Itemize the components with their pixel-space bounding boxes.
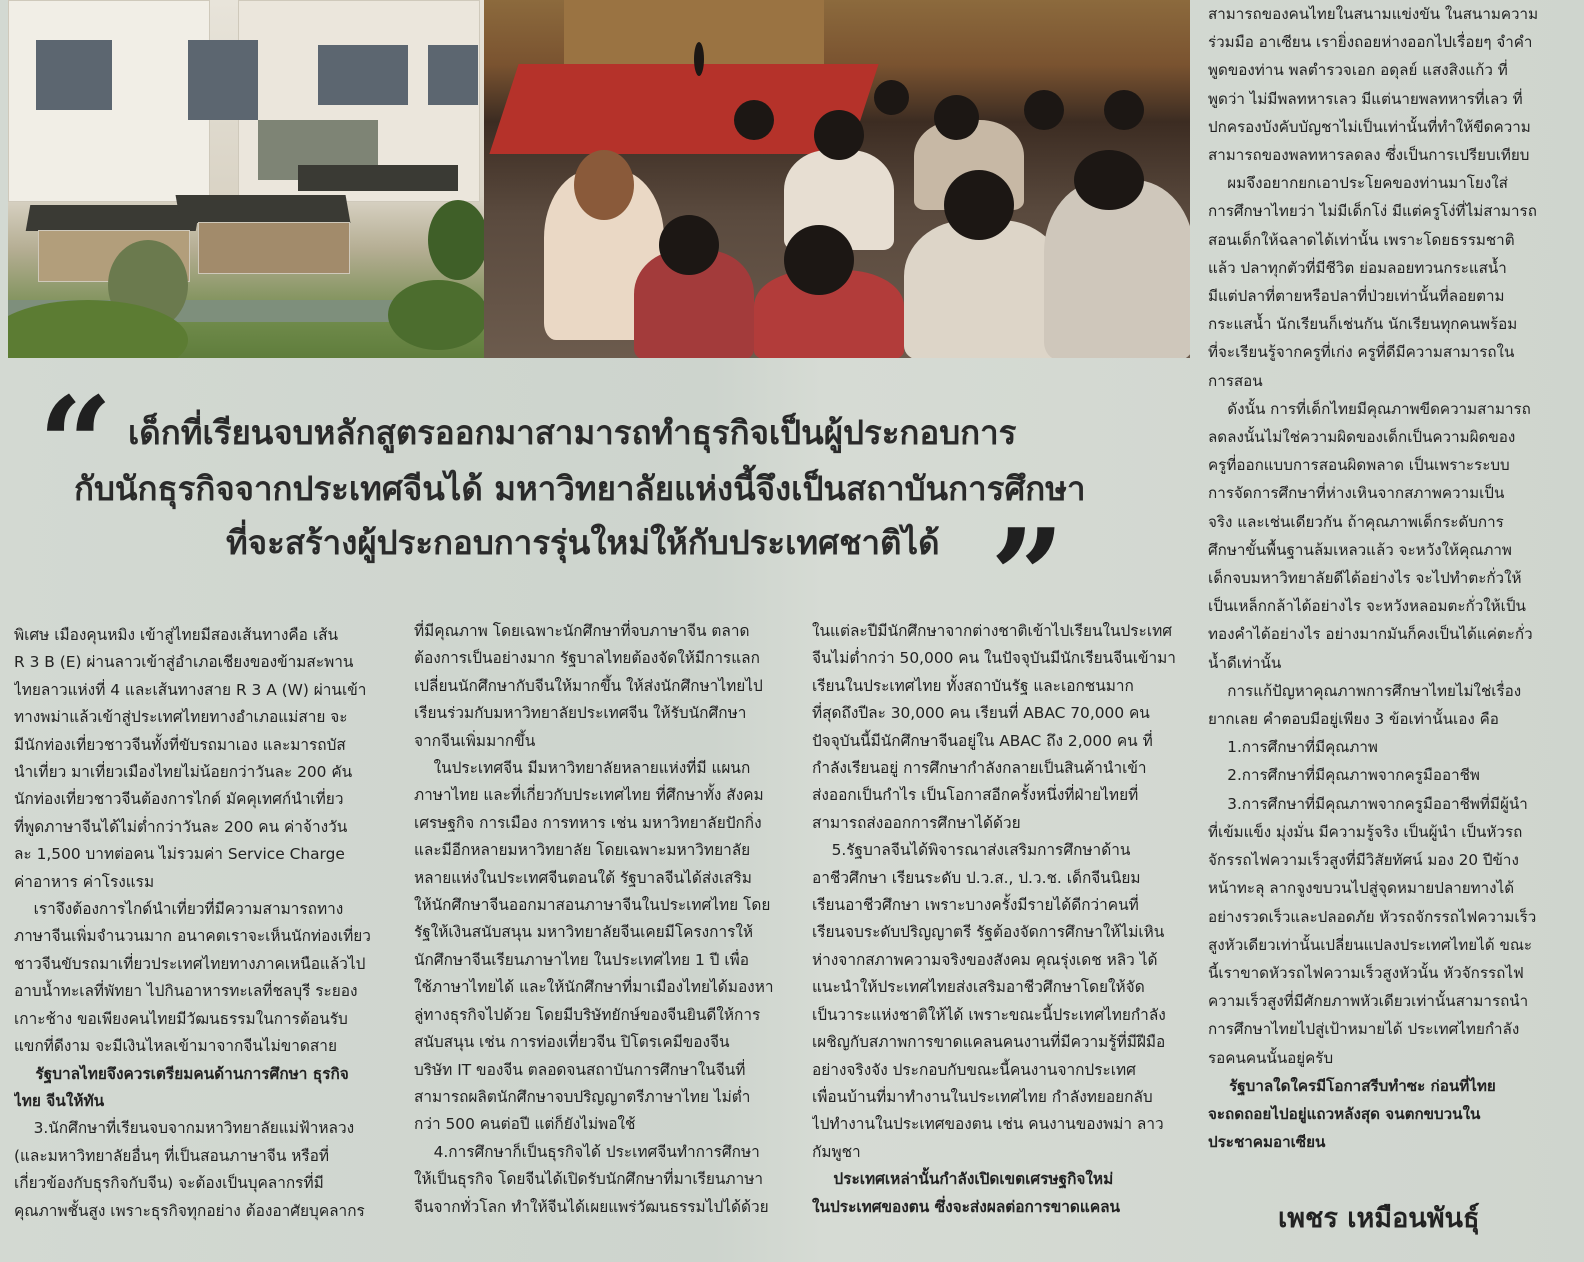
text-line: เราจึงต้องการไกด์นำเที่ยวที่มีความสามารถทาง — [14, 900, 344, 919]
text-line: ผมจึงอยากยกเอาประโยคของท่านมาโยงใส่ — [1208, 174, 1508, 193]
text-line: ในแต่ละปีมีนักศึกษาจากต่างชาติเข้าไปเรียนในประเทศ — [812, 622, 1173, 640]
text-line: มีแต่ปลาที่ตายหรือปลาที่ป่วยเท่านั้นที่ลอยตาม — [1208, 287, 1505, 306]
closing-line: ประชาคมอาเซียน — [1208, 1133, 1326, 1152]
text-line: เด็กจบมหาวิทยาลัยดีได้อย่างไร จะไปทำตะกั่วให้ — [1208, 569, 1522, 588]
list-item: 1.การศึกษาที่มีคุณภาพ — [1208, 738, 1378, 757]
text-line: เรียนจบระดับปริญญาตรี รัฐต้องจัดการศึกษาให้ไม่เหิน — [812, 923, 1165, 942]
text-line: สามารถของพลทหารลดลง ซึ่งเป็นการเปรียบเทียบ — [1208, 146, 1530, 165]
text-line: การศึกษาไทยว่า ไม่มีเด็กโง่ มีแต่ครูโง่ที่ไม่สามารถ — [1208, 202, 1537, 221]
text-line: กระแสน้ำ นักเรียนก็เช่นกัน นักเรียนทุกคนพร้อม — [1208, 315, 1518, 334]
text-line: ปัจจุบันนี้มีนักศึกษาจีนอยู่ใน ABAC ถึง 2,000 คน ที่ — [812, 731, 1153, 750]
article-column-1 — [14, 622, 398, 1225]
text-line: และมีอีกหลายมหาวิทยาลัย โดยเฉพาะมหาวิทยาลัย — [414, 841, 751, 860]
text-line: ดังนั้น การที่เด็กไทยมีคุณภาพขีดความสามารถ — [1208, 399, 1531, 418]
text-line: ภาษาจีนเพิ่มจำนวนมาก อนาคตเราจะเห็นนักท่องเที่ยว — [14, 927, 371, 946]
text-line: อาชีวศึกษา เรียนระดับ ป.ว.ส., ป.ว.ช. เด็กจีนนิยม — [812, 868, 1141, 887]
text-line: ต้องการเป็นอย่างมาก รัฐบาลไทยต้องจัดให้มีการแลก — [414, 649, 760, 668]
text-line: สามารถส่งออกการศึกษาได้ด้วย — [812, 813, 1021, 832]
text-line: การจัดการศึกษาที่ห่างเหินจากสภาพความเป็น — [1208, 484, 1505, 503]
text-line: ทองคำได้อย่างไร อย่างมากมันก็คงเป็นได้แค่ตะกั่ว — [1208, 625, 1533, 644]
text-line: ในประเทศจีน มีมหาวิทยาลัยหลายแห่งที่มี แผนก — [414, 759, 751, 778]
text-line: ที่จะเรียนรู้จากครูที่เก่ง ครูที่ดีมีความสามารถใน — [1208, 343, 1515, 362]
close-quote-mark: ” — [990, 500, 1065, 653]
text-line: คุณภาพชั้นสูง เพราะธุรกิจทุกอย่าง ต้องอาศัยบุคลากร — [14, 1201, 365, 1220]
text-line: บริษัท IT ของจีน ตลอดจนสถาบันการศึกษาในจีนที่ — [414, 1060, 746, 1079]
text-line: ใช้ภาษาไทยได้ และให้นักศึกษาที่มาเมืองไทยได้มองหา — [414, 978, 774, 997]
subheading-line: ไทย จีนให้ทัน — [14, 1091, 105, 1110]
text-line: ครูที่ออกแบบการสอนผิดพลาด เป็นเพราะระบบ — [1208, 456, 1510, 475]
text-line: ทางพม่าแล้วเข้าสู่ประเทศไทยทางอำเภอแม่สาย จะ — [14, 708, 348, 727]
closing-line: จะถดถอยไปอยู่แถวหลังสุด จนตกขบวนใน — [1208, 1104, 1481, 1123]
text-line: ค่าอาหาร ค่าโรงแรม — [14, 872, 155, 891]
text-line: สอนเด็กให้ฉลาดได้เท่านั้น เพราะโดยธรรมชาติ — [1208, 230, 1515, 249]
closing-line: รัฐบาลใดใครมีโอกาสรีบทำซะ ก่อนที่ไทย — [1208, 1076, 1496, 1095]
text-line: ร่วมมือ อาเซียน เรายิ่งถอยห่างออกไปเรื่อยๆ จำคำ — [1208, 33, 1533, 52]
text-line: เกาะช้าง ขอเพียงคนไทยมีวัฒนธรรมในการต้อนรับ — [14, 1009, 348, 1028]
lecture-hall-photo — [484, 0, 1190, 358]
text-line: การสอน — [1208, 371, 1263, 390]
text-line: ภาษาไทย และที่เกี่ยวกับประเทศไทย ที่ศึกษาทั้ง สังคม — [414, 786, 764, 805]
text-line: มีนักท่องเที่ยวชาวจีนทั้งที่ขับรถมาเอง และมารถบัส — [14, 735, 346, 754]
text-line: (และมหาวิทยาลัยอื่นๆ ที่เป็นสอนภาษาจีน หรือที่ — [14, 1146, 330, 1165]
text-line: เรียนร่วมกับมหาวิทยาลัยประเทศจีน ให้รับนักศึกษา — [414, 704, 747, 723]
list-item: 2.การศึกษาที่มีคุณภาพจากครูมืออาชีพ — [1208, 766, 1480, 785]
text-line: รอคนคนนั้นอยู่ครับ — [1208, 1048, 1334, 1067]
text-line: ที่สุดถึงปีละ 30,000 คน เรียนที่ ABAC 70,000 คน — [812, 704, 1150, 723]
text-line: ที่พูดภาษาจีนได้ไม่ต่ำกว่าวันละ 200 คน ค่าจ้างวัน — [14, 817, 348, 836]
text-line: กำลังเรียนอยู่ การศึกษากำลังกลายเป็นสินค้านำเข้า — [812, 759, 1147, 778]
subheading-line: ในประเทศของตน ซึ่งจะส่งผลต่อการขาดแคลน — [812, 1197, 1121, 1216]
text-line: ความเร็วสูงที่มีศักยภาพหัวเดียวเท่านั้นสามารถนำ — [1208, 992, 1529, 1011]
subheading-line: ประเทศเหล่านั้นกำลังเปิดเขตเศรษฐกิจใหม่ — [812, 1170, 1114, 1189]
text-line: แนะนำให้ประเทศไทยส่งเสริมอาชีวศึกษาโดยให้จัด — [812, 978, 1145, 997]
text-line: สามารถของคนไทยในสนามแข่งขัน ในสนามความ — [1208, 5, 1539, 23]
text-line: อย่างจริงจัง ประกอบกับขณะนี้คนงานจากประเทศ — [812, 1060, 1136, 1079]
text-line: การศึกษาไทยไปสู่เป้าหมายได้ ประเทศไทยกำลัง — [1208, 1020, 1520, 1039]
text-line: ละ 1,500 บาทต่อคน ไม่รวมค่า Service Charge — [14, 845, 345, 864]
text-line: ลู่ทางธุรกิจไปด้วย โดยมีบริษัทยักษ์ของจีนยินดีให้การ — [414, 1005, 761, 1024]
text-line: เผชิญกับสภาพการขาดแคลนคนงานที่มีความรู้ที่มีฝีมือ — [812, 1033, 1166, 1052]
text-line: ให้เป็นธุรกิจ โดยจีนได้เปิดรับนักศึกษาที่มาเรียนภาษา — [414, 1170, 764, 1189]
text-line: สูงหัวเดียวเท่านั้นเปลี่ยนแปลงประเทศไทยได้ ขณะ — [1208, 935, 1533, 954]
text-line: นี้เราขาดหัวรถไฟความเร็วสูงหัวนั้น หัวจักรรถไฟ — [1208, 963, 1524, 982]
text-line: นักศึกษาจีนเรียนภาษาไทย ในประเทศไทย 1 ปี เพื่อ — [414, 950, 749, 969]
text-line: แล้ว ปลาทุกตัวที่มีชีวิต ย่อมลอยทวนกระแสน้ำ — [1208, 258, 1507, 277]
text-line: ไทยลาวแห่งที่ 4 และเส้นทางสาย R 3 A (W) ผ่านเข้า — [14, 680, 367, 699]
text-line: ปกครองบังคับบัญชาไม่เป็นเท่านั้นที่ทำให้ขีดความ — [1208, 117, 1531, 136]
text-line: หลายแห่งในประเทศจีนตอนใต้ รัฐบาลจีนได้ส่งเสริม — [414, 868, 752, 887]
pull-quote-line-3: ที่จะสร้างผู้ประกอบการรุ่นใหม่ให้กับประเทศชาติได้ — [226, 523, 940, 562]
text-line: 5.รัฐบาลจีนได้พิจารณาส่งเสริมการศึกษาด้าน — [812, 841, 1131, 860]
text-line: กว่า 500 คนต่อปี แต่ก็ยังไม่พอใช้ — [414, 1115, 636, 1134]
text-line: แขกที่ดีงาม จะมีเงินไหลเข้ามาจากจีนไม่ขาดสาย — [14, 1037, 337, 1056]
author-byline: เพชร เหมือนพันธุ์ — [1278, 1203, 1480, 1234]
text-line: เรียนในประเทศไทย ทั้งสถาบันรัฐ และเอกชนมาก — [812, 676, 1134, 695]
text-line: เป็นเหล็กกล้าได้อย่างไร จะหวังหลอมตะกั่วให้เป็น — [1208, 597, 1526, 616]
text-line: ลดลงนั้นไม่ใช่ความผิดของเด็กเป็นความผิดของ — [1208, 428, 1516, 447]
text-line: พูดว่า ไม่มีพลทหารเลว มีแต่นายพลทหารที่เลว ที่ — [1208, 89, 1523, 108]
text-line: อาบน้ำทะเลที่พัทยา ไปกินอาหารทะเลที่ชลบุรี ระยอง — [14, 982, 358, 1001]
article-photo — [8, 0, 1190, 358]
text-line: สามารถผลิตนักศึกษาจบปริญญาตรีภาษาไทย ไม่ต่ำ — [414, 1087, 751, 1106]
article-column-2 — [414, 618, 798, 1221]
text-line: เปลี่ยนนักศึกษากับจีนให้มากขึ้น ให้ส่งนักศึกษาไทยไป — [414, 676, 763, 695]
text-line: เพื่อนบ้านที่มาทำงานในประเทศไทย กำลังทยอยกลับ — [812, 1087, 1153, 1106]
text-line: สนับสนุน เช่น การท่องเที่ยวจีน ปิโตรเคมีของจีน — [414, 1033, 730, 1052]
pull-quote-line-2: กับนักธุรกิจจากประเทศจีนได้ มหาวิทยาลัยแห่งนี้จึงเป็นสถาบันการศึกษา — [74, 469, 1086, 508]
text-line: ให้นักศึกษาจีนออกมาสอนภาษาจีนในประเทศไทย โดย — [414, 896, 771, 915]
text-line: เกี่ยวข้องกับธุรกิจกับจีน) จะต้องเป็นบุคลากรที่มี — [14, 1174, 324, 1193]
text-line: ที่เข้มแข็ง มุ่งมั่น มีความรู้จริง เป็นผู้นำ เป็นหัวรถ — [1208, 822, 1523, 841]
text-line: นักท่องเที่ยวชาวจีนต้องการไกด์ มัคคุเทศก์นำเที่ยว — [14, 790, 344, 809]
list-item: 3.การศึกษาที่มีคุณภาพจากครูมืออาชีพที่มีผู้นำ — [1208, 794, 1528, 813]
text-line: ที่มีคุณภาพ โดยเฉพาะนักศึกษาที่จบภาษาจีน ตลาด — [414, 622, 750, 640]
text-line: 3.นักศึกษาที่เรียนจบจากมหาวิทยาลัยแม่ฟ้าหลวง — [14, 1119, 355, 1138]
text-line: เศรษฐกิจ การเมือง การทหาร เช่น มหาวิทยาลัยปักกิ่ง — [414, 813, 762, 832]
text-line: 4.การศึกษาก็เป็นธุรกิจได้ ประเทศจีนทำการศึกษา — [414, 1142, 760, 1161]
text-line: R 3 B (E) ผ่านลาวเข้าสู่อำเภอเชียงของข้ามสะพาน — [14, 653, 354, 672]
text-line: นำเที่ยว มาเที่ยวเมืองไทยไม่น้อยกว่าวันละ 200 คัน — [14, 763, 353, 782]
text-line: จีนไม่ต่ำกว่า 50,000 คน ในปัจจุบันมีนักเรียนจีนเข้ามา — [812, 649, 1176, 668]
text-line: กัมพูชา — [812, 1142, 861, 1161]
text-line: การแก้ปัญหาคุณภาพการศึกษาไทยไม่ใช่เรื่อง — [1208, 681, 1522, 700]
text-line: ศึกษาขั้นพื้นฐานล้มเหลวแล้ว จะหวังให้คุณภาพ — [1208, 540, 1512, 559]
pull-quote-line-1: เด็กที่เรียนจบหลักสูตรออกมาสามารถทำธุรกิจเป็นผู้ประกอบการ — [128, 413, 1017, 452]
text-line: หน้าทะลุ ลากจูงขบวนไปสู่จุดหมายปลายทางได้ — [1208, 879, 1515, 898]
article-column-4 — [1208, 0, 1576, 1156]
text-line: พูดของท่าน พลตำรวจเอก อดุลย์ แสงสิงแก้ว ที่ — [1208, 61, 1508, 80]
subheading-line: รัฐบาลไทยจึงควรเตรียมคนด้านการศึกษา ธุรกิจ — [14, 1064, 349, 1083]
text-line: เป็นวาระแห่งชาติให้ได้ เพราะขณะนี้ประเทศไทยกำลัง — [812, 1005, 1166, 1024]
text-line: ยากเลย คำตอบมีอยู่เพียง 3 ข้อเท่านั้นเอง คือ — [1208, 710, 1499, 729]
text-line: จากจีนเพิ่มมากขึ้น — [414, 731, 536, 750]
text-line: ชาวจีนขับรถมาเที่ยวประเทศไทยทางภาคเหนือแล้วไป — [14, 954, 366, 973]
text-line: จักรรถไฟความเร็วสูงที่มีวิสัยทัศน์ มอง 20 ปีข้าง — [1208, 851, 1519, 870]
text-line: จีนจากทั่วโลก ทำให้จีนได้เผยแพร่วัฒนธรรมไปได้ด้วย — [414, 1197, 769, 1216]
text-line: ไปทำงานในประเทศของตน เช่น คนงานของพม่า ลาว — [812, 1115, 1164, 1134]
open-quote-mark: “ — [38, 368, 113, 521]
campus-photo — [8, 0, 484, 358]
text-line: น้ำดีเท่านั้น — [1208, 653, 1282, 672]
article-column-3 — [812, 618, 1196, 1221]
text-line: รัฐให้เงินสนับสนุน มหาวิทยาลัยจีนเคยมีโครงการให้ — [414, 923, 754, 942]
text-line: อย่างรวดเร็วและปลอดภัย หัวรถจักรรถไฟความเร็ว — [1208, 907, 1537, 926]
text-line: พิเศษ เมืองคุนหมิง เข้าสู่ไทยมีสองเส้นทางคือ เส้น — [14, 626, 338, 644]
text-line: เรียนอาชีวศึกษา เพราะบางครั้งมีรายได้ดีกว่าคนที่ — [812, 896, 1139, 915]
text-line: จริง และเช่นเดียวกัน ถ้าคุณภาพเด็กระดับการ — [1208, 512, 1504, 531]
text-line: ส่งออกเป็นกำไร เป็นโอกาสอีกครั้งหนึ่งที่ฝ่ายไทยที่ — [812, 786, 1139, 805]
text-line: ห่างจากสภาพความจริงของสังคม คุณรุ่งเดช หลิว ได้ — [812, 950, 1158, 969]
